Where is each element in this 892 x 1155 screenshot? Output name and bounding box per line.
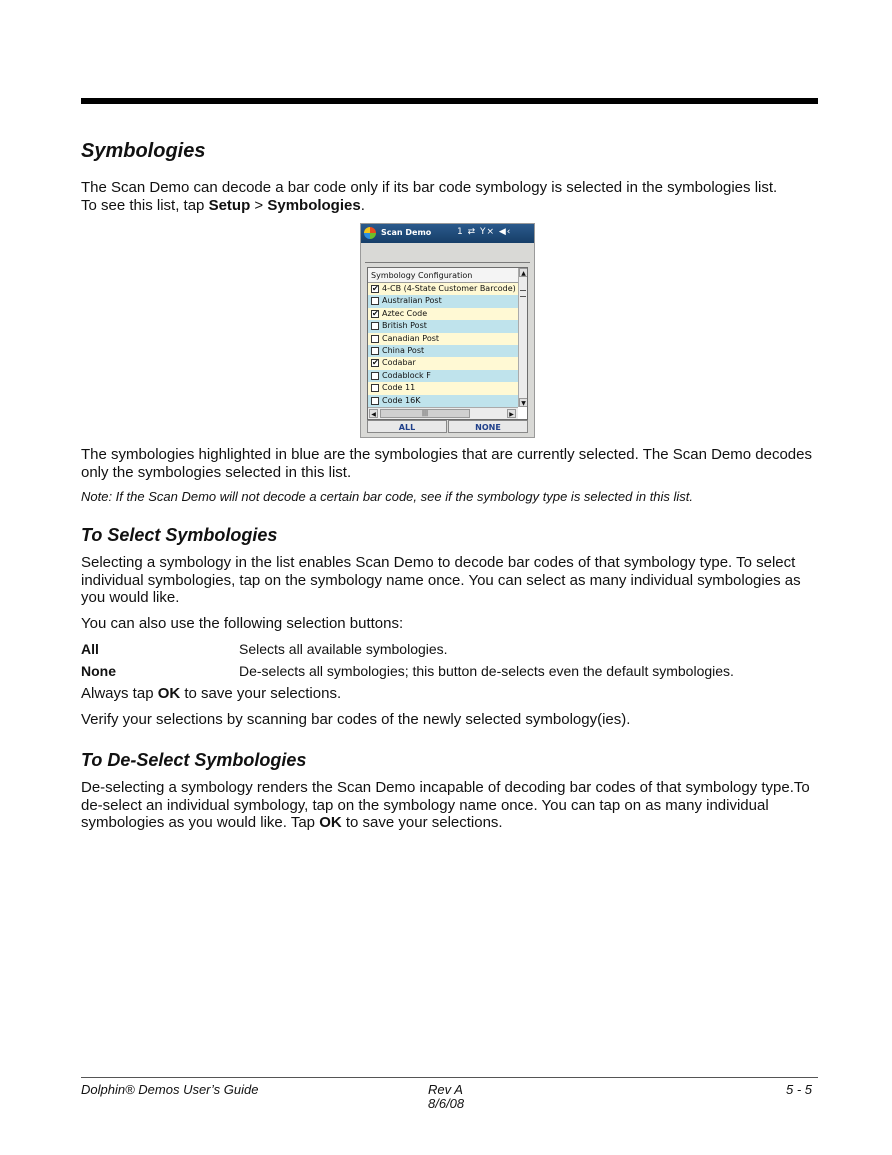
ok-term: OK bbox=[319, 814, 342, 831]
always-tap-text: Always tap bbox=[81, 685, 158, 702]
intro-text-1: The Scan Demo can decode a bar code only if its bar code symbology is selected in the symbologies list. bbox=[81, 179, 778, 196]
footer-date: 8/6/08 bbox=[428, 1096, 465, 1111]
list-header: Symbology Configuration bbox=[368, 268, 518, 283]
after-figure-paragraph: The symbologies highlighted in blue are the symbologies that are currently selected. The Scan Demo decodes only the symbologies selected in this list. bbox=[81, 446, 812, 481]
list-item-label: Australian Post bbox=[382, 296, 442, 306]
definition-term: All bbox=[81, 641, 99, 657]
checkbox[interactable] bbox=[371, 335, 379, 343]
none-button[interactable]: NONE bbox=[448, 420, 528, 433]
checkbox[interactable] bbox=[371, 372, 379, 380]
device-app-title: Scan Demo bbox=[381, 228, 432, 237]
footer-revision bbox=[428, 1083, 464, 1111]
footer-page-number: 5 - 5 bbox=[786, 1082, 813, 1097]
selection-buttons-intro: You can also use the following selection buttons: bbox=[81, 615, 404, 632]
horizontal-scrollbar[interactable] bbox=[368, 407, 518, 419]
checkbox[interactable] bbox=[371, 384, 379, 392]
intro-text-2: To see this list, tap bbox=[81, 196, 209, 214]
list-item-label: British Post bbox=[382, 321, 427, 331]
deselect-heading: To De-Select Symbologies bbox=[81, 750, 307, 770]
checkbox[interactable]: ✔ bbox=[372, 308, 379, 318]
scroll-down-icon[interactable]: ▼ bbox=[519, 398, 528, 407]
checkbox[interactable]: ✔ bbox=[372, 358, 379, 368]
checkbox[interactable] bbox=[371, 297, 379, 305]
header-rule bbox=[81, 98, 818, 104]
symbologies-term: Symbologies bbox=[267, 196, 361, 214]
checkbox[interactable] bbox=[371, 347, 379, 355]
checkbox[interactable]: ✔ bbox=[372, 284, 379, 293]
list-item[interactable] bbox=[368, 345, 518, 357]
list-item[interactable] bbox=[368, 370, 518, 382]
section-title: Symbologies bbox=[81, 140, 206, 162]
device-button-bar bbox=[367, 420, 528, 433]
list-item-label: Code 16K bbox=[382, 395, 421, 405]
intro-period: . bbox=[360, 196, 365, 214]
ok-term: OK bbox=[157, 685, 181, 702]
scroll-up-icon[interactable]: ▲ bbox=[519, 268, 528, 277]
horizontal-scroll-thumb[interactable]: ||| bbox=[380, 409, 470, 418]
deselect-text-end: to save your selections. bbox=[341, 814, 503, 831]
definition-text: Selects all available symbologies. bbox=[239, 641, 448, 657]
verify-paragraph: Verify your selections by scanning bar codes of the newly selected symbology(ies). bbox=[81, 711, 631, 728]
always-tap-text-end: to save your selections. bbox=[180, 685, 342, 702]
windows-start-icon[interactable] bbox=[364, 227, 376, 239]
always-tap-paragraph bbox=[81, 685, 821, 703]
all-button[interactable]: ALL bbox=[367, 420, 447, 433]
list-item[interactable] bbox=[368, 308, 518, 320]
list-item-label: 4-CB (4-State Customer Barcode) bbox=[382, 284, 516, 293]
scroll-thumb-grip-icon[interactable] bbox=[520, 290, 526, 297]
list-item-label: Aztec Code bbox=[382, 308, 428, 318]
checkbox[interactable] bbox=[371, 322, 379, 330]
list-item[interactable] bbox=[368, 333, 518, 345]
list-item-label: Code 11 bbox=[382, 383, 416, 393]
list-item[interactable] bbox=[368, 283, 518, 295]
list-item-label: Codablock F bbox=[382, 370, 431, 380]
deselect-text: De-selecting a symbology renders the Scan Demo incapable of decoding bar codes of that symbology type.To de-select an individual symbology, tap on the symbology name once. You can tap on as many individual symbologies as you would like. Tap bbox=[81, 779, 810, 831]
scroll-right-icon[interactable]: ▶ bbox=[507, 409, 516, 418]
list-item[interactable] bbox=[368, 295, 518, 307]
setup-term: Setup bbox=[208, 196, 251, 214]
list-item-label: China Post bbox=[382, 346, 425, 355]
footer-guide-title: Dolphin® Demos User’s Guide bbox=[81, 1082, 259, 1097]
intro-sep: > bbox=[250, 196, 268, 214]
list-item-label: Codabar bbox=[382, 358, 416, 368]
definition-text: De-selects all symbologies; this button de-selects even the default symbologies. bbox=[239, 663, 734, 679]
list-item[interactable] bbox=[368, 395, 518, 407]
list-item[interactable] bbox=[368, 357, 518, 369]
list-item[interactable] bbox=[368, 382, 518, 394]
footer-rule bbox=[81, 1077, 818, 1078]
intro-paragraph bbox=[81, 179, 821, 214]
list-item-label: Canadian Post bbox=[382, 333, 440, 343]
symbology-list[interactable] bbox=[367, 267, 528, 420]
note-text: Note: If the Scan Demo will not decode a certain bar code, see if the symbology type is selected in this list. bbox=[81, 489, 694, 504]
device-divider bbox=[365, 262, 530, 263]
vertical-scrollbar[interactable] bbox=[518, 268, 528, 407]
definition-term: None bbox=[81, 663, 116, 679]
deselect-paragraph bbox=[81, 779, 821, 832]
device-title-bar bbox=[361, 224, 534, 243]
checkbox[interactable] bbox=[371, 397, 379, 405]
list-item[interactable] bbox=[368, 320, 518, 332]
footer-rev: Rev A bbox=[428, 1082, 463, 1097]
status-icons: 1 ⇄ Y× ◀‹ bbox=[457, 227, 512, 237]
select-heading: To Select Symbologies bbox=[81, 525, 278, 545]
scan-demo-screenshot bbox=[360, 223, 535, 438]
select-paragraph: Selecting a symbology in the list enables Scan Demo to decode bar codes of that symbology type. To select individual symbologies, tap on the symbology name once. You can select as many individual symbologies as you would like. bbox=[81, 554, 801, 606]
scroll-left-icon[interactable]: ◀ bbox=[369, 409, 378, 418]
